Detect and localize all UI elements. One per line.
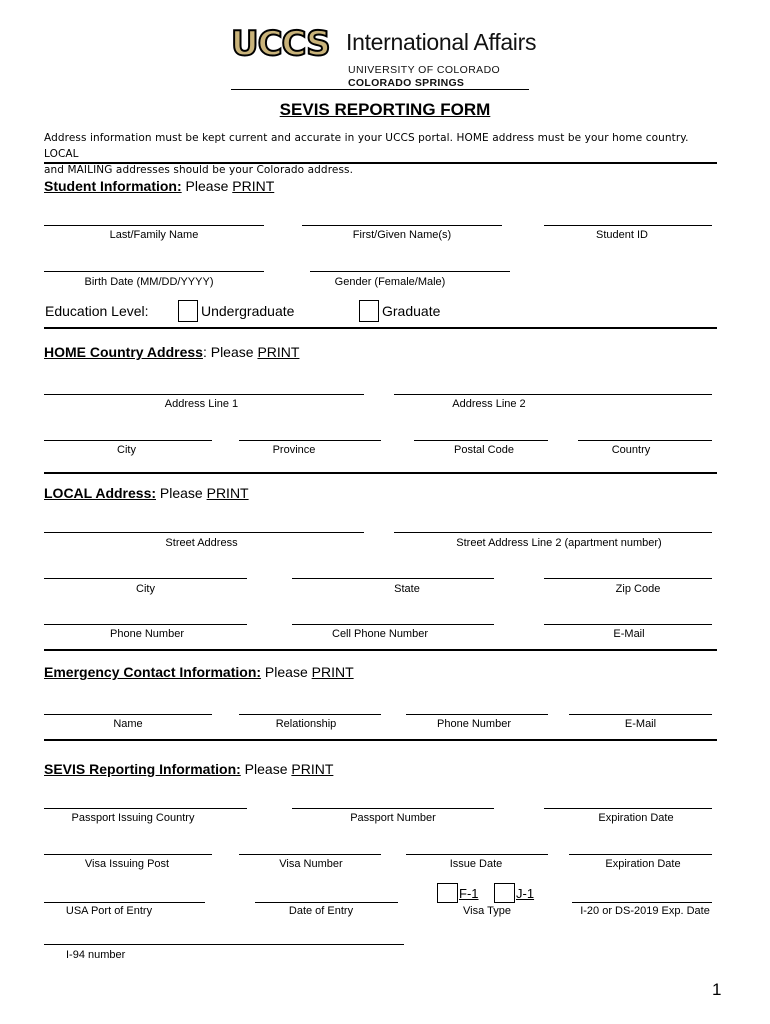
i20-expiration-label: I-20 or DS-2019 Exp. Date <box>580 905 710 917</box>
campus-name: COLORADO SPRINGS <box>348 77 465 89</box>
sevis-heading: SEVIS Reporting Information: <box>44 761 241 777</box>
birth-date-label: Birth Date (MM/DD/YYYY) <box>84 276 214 288</box>
section-divider <box>44 472 717 474</box>
local-street2-label: Street Address Line 2 (apartment number) <box>456 537 662 549</box>
sevis-print: PRINT <box>291 761 334 777</box>
graduate-checkbox[interactable] <box>359 300 379 322</box>
date-of-entry-label: Date of Entry <box>288 905 354 917</box>
visa-post-field[interactable] <box>44 854 212 855</box>
issue-date-label: Issue Date <box>449 858 503 870</box>
local-zip-field[interactable] <box>544 578 712 579</box>
local-state-label: State <box>394 583 420 595</box>
passport-expiration-field[interactable] <box>544 808 712 809</box>
visa-post-label: Visa Issuing Post <box>84 858 170 870</box>
local-heading: LOCAL Address: <box>44 485 157 501</box>
local-zip-label: Zip Code <box>615 583 661 595</box>
home-city-label: City <box>117 444 136 456</box>
home-heading: HOME Country Address <box>44 344 203 360</box>
visa-number-field[interactable] <box>239 854 381 855</box>
org-name: International Affairs <box>346 29 537 55</box>
passport-country-label: Passport Issuing Country <box>71 812 195 824</box>
emergency-email-label: E-Mail <box>624 718 657 730</box>
emergency-name-label: Name <box>113 718 143 730</box>
undergraduate-label: Undergraduate <box>201 303 295 319</box>
emergency-relationship-label: Relationship <box>275 718 337 730</box>
local-cell-field[interactable] <box>292 624 494 625</box>
local-street2-field[interactable] <box>394 532 712 533</box>
home-city-field[interactable] <box>44 440 212 441</box>
home-address-line2-field[interactable] <box>394 394 712 395</box>
last-name-field[interactable] <box>44 225 264 226</box>
student-heading: Student Information: <box>44 178 182 194</box>
i94-number-field[interactable] <box>44 944 404 945</box>
emergency-heading: Emergency Contact Information: <box>44 664 262 680</box>
home-postal-field[interactable] <box>414 440 548 441</box>
visa-expiration-label: Expiration Date <box>605 858 681 870</box>
emergency-print: PRINT <box>311 664 354 680</box>
emergency-name-field[interactable] <box>44 714 212 715</box>
port-of-entry-field[interactable] <box>44 902 205 903</box>
last-name-label: Last/Family Name <box>109 229 199 241</box>
graduate-label: Graduate <box>382 303 441 319</box>
home-country-field[interactable] <box>578 440 712 441</box>
local-section-heading <box>44 485 249 501</box>
j1-checkbox[interactable] <box>494 883 515 903</box>
home-postal-label: Postal Code <box>454 444 514 456</box>
student-heading-suffix: Please <box>181 178 233 194</box>
first-name-label: First/Given Name(s) <box>352 229 452 241</box>
local-cell-label: Cell Phone Number <box>332 628 428 640</box>
logo-divider <box>231 89 529 90</box>
local-phone-field[interactable] <box>44 624 247 625</box>
emergency-phone-field[interactable] <box>406 714 548 715</box>
home-country-label: Country <box>611 444 651 456</box>
home-province-field[interactable] <box>239 440 381 441</box>
intro-line-2: and MAILING addresses should be your Colorado address. <box>44 164 354 176</box>
first-name-field[interactable] <box>302 225 502 226</box>
i20-expiration-field[interactable] <box>572 902 712 903</box>
student-print: PRINT <box>232 178 275 194</box>
university-name: UNIVERSITY OF COLORADO <box>348 64 501 76</box>
gender-label: Gender (Female/Male) <box>334 276 446 288</box>
home-province-label: Province <box>272 444 316 456</box>
port-of-entry-label: USA Port of Entry <box>65 905 153 917</box>
emergency-section-heading <box>44 664 354 680</box>
date-of-entry-field[interactable] <box>255 902 398 903</box>
uccs-logo: UCCS <box>231 24 330 64</box>
issue-date-field[interactable] <box>406 854 548 855</box>
education-level-label: Education Level: <box>45 303 149 319</box>
intro-text <box>44 130 724 178</box>
passport-country-field[interactable] <box>44 808 247 809</box>
section-divider <box>44 739 717 741</box>
section-divider <box>44 327 717 329</box>
visa-type-label: Visa Type <box>463 905 511 917</box>
section-divider <box>44 649 717 651</box>
student-id-field[interactable] <box>544 225 712 226</box>
birth-date-field[interactable] <box>44 271 264 272</box>
sevis-heading-suffix: Please <box>240 761 292 777</box>
emergency-email-field[interactable] <box>569 714 712 715</box>
emergency-heading-suffix: Please <box>261 664 312 680</box>
local-heading-suffix: Please <box>156 485 207 501</box>
local-state-field[interactable] <box>292 578 494 579</box>
passport-expiration-label: Expiration Date <box>598 812 674 824</box>
student-id-label: Student ID <box>596 229 648 241</box>
home-address-line1-label: Address Line 1 <box>164 398 239 410</box>
f1-label: F-1 <box>459 886 479 901</box>
form-title: SEVIS REPORTING FORM <box>279 100 491 119</box>
emergency-phone-label: Phone Number <box>437 718 511 730</box>
gender-field[interactable] <box>310 271 510 272</box>
local-email-label: E-Mail <box>613 628 645 640</box>
section-divider <box>44 162 717 164</box>
student-section-heading <box>44 178 274 194</box>
local-city-label: City <box>136 583 155 595</box>
intro-line-1: Address information must be kept current and accurate in your UCCS portal. HOME address must be your home country. LOCAL <box>44 132 689 160</box>
home-print: PRINT <box>257 344 300 360</box>
home-section-heading <box>44 344 299 360</box>
page-number: 1 <box>712 980 722 999</box>
home-heading-suffix: : Please <box>202 344 258 360</box>
emergency-relationship-field[interactable] <box>239 714 381 715</box>
local-street-label: Street Address <box>165 537 238 549</box>
f1-checkbox[interactable] <box>437 883 458 903</box>
undergraduate-checkbox[interactable] <box>178 300 198 322</box>
i94-number-label: I-94 number <box>66 949 126 961</box>
local-street-field[interactable] <box>44 532 364 533</box>
sevis-section-heading <box>44 761 333 777</box>
local-email-field[interactable] <box>544 624 712 625</box>
visa-number-label: Visa Number <box>279 858 343 870</box>
passport-number-field[interactable] <box>292 808 494 809</box>
local-phone-label: Phone Number <box>110 628 184 640</box>
home-address-line1-field[interactable] <box>44 394 364 395</box>
local-print: PRINT <box>206 485 249 501</box>
j1-label: J-1 <box>516 886 535 901</box>
local-city-field[interactable] <box>44 578 247 579</box>
passport-number-label: Passport Number <box>350 812 436 824</box>
home-address-line2-label: Address Line 2 <box>452 398 526 410</box>
visa-expiration-field[interactable] <box>569 854 712 855</box>
